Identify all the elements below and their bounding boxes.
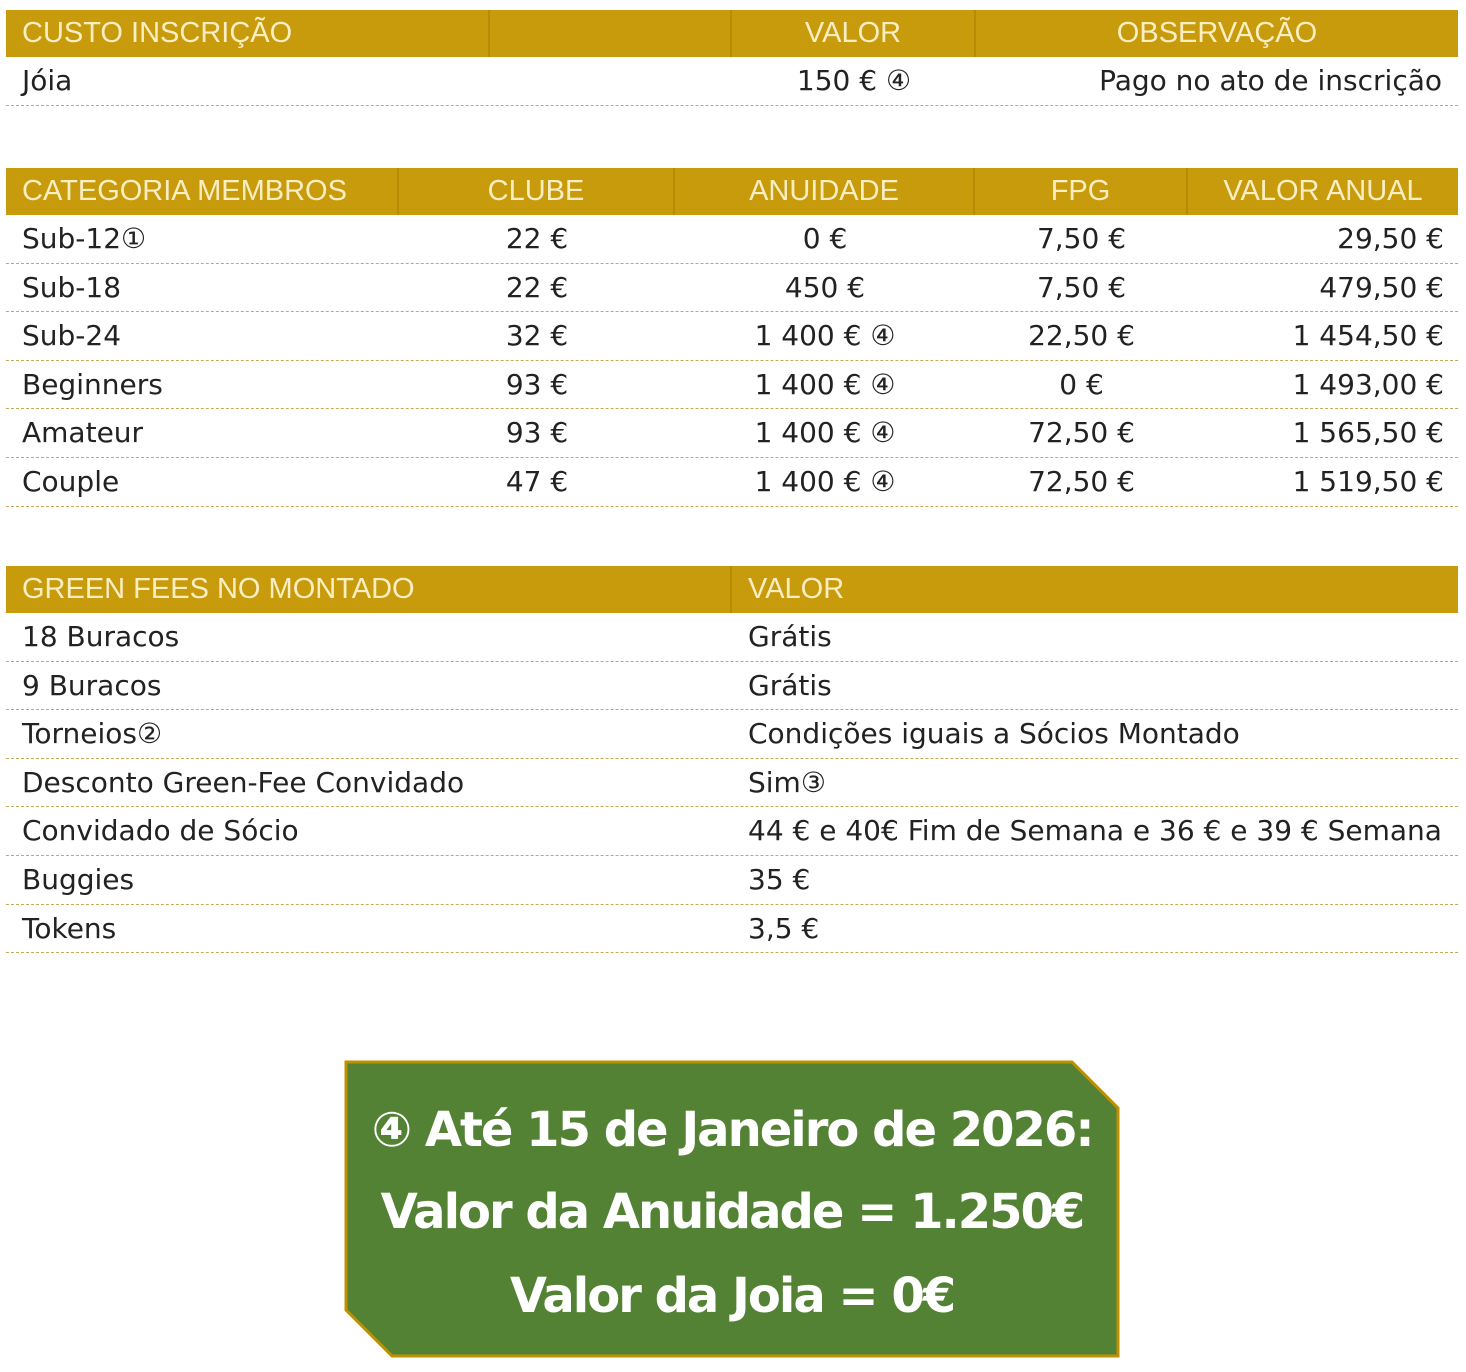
- annual-value-cell: 29,50 €: [1337, 222, 1444, 255]
- header-cell: [490, 10, 732, 57]
- table-row: [6, 409, 1458, 458]
- table-row: [6, 215, 1458, 264]
- table-row: [6, 710, 1458, 759]
- header-cell: GREEN FEES NO MONTADO: [6, 566, 732, 613]
- club-cell: 93 €: [505, 367, 569, 401]
- club-cell: 22 €: [505, 270, 569, 304]
- annual-value-cell: 1 493,00 €: [1292, 367, 1444, 401]
- table-row: [6, 361, 1458, 410]
- fee-value-cell: Grátis: [748, 620, 832, 653]
- fee-value-cell: Grátis: [748, 668, 832, 702]
- table-row: [6, 807, 1458, 856]
- fee-item-cell: 9 Buracos: [22, 668, 162, 702]
- fee-value-cell: 35 €: [748, 862, 811, 896]
- category-cell: Sub-18: [22, 270, 122, 304]
- header-cell: CLUBE: [399, 168, 675, 215]
- category-cell: Beginners: [22, 367, 163, 401]
- table-row: [6, 458, 1458, 507]
- fpg-cell: 0 €: [1059, 367, 1104, 401]
- fee-value-cell: 3,5 €: [748, 911, 820, 945]
- table-row: [6, 662, 1458, 711]
- fpg-cell: 72,50 €: [1028, 416, 1135, 450]
- annual-value-cell: 479,50 €: [1319, 270, 1444, 304]
- table-header: [6, 10, 1458, 57]
- table-row: [6, 264, 1458, 313]
- table-row: [6, 759, 1458, 808]
- annual-value-cell: 1 454,50 €: [1292, 319, 1444, 353]
- annual-value-cell: 1 519,50 €: [1292, 464, 1444, 498]
- table-row: [6, 312, 1458, 361]
- header-cell: VALOR: [748, 573, 845, 605]
- club-cell: 93 €: [505, 416, 569, 450]
- member-categories-table: [6, 168, 1458, 507]
- green-fees-table: [6, 566, 1458, 953]
- fee-item-cell: Torneios②: [22, 717, 163, 751]
- callout-deadline: ④ Até 15 de Janeiro de 2026:: [371, 1102, 1093, 1158]
- item-cell: Jóia: [22, 64, 73, 97]
- club-cell: 47 €: [505, 464, 569, 498]
- empty-cell: [490, 57, 732, 105]
- category-cell: Couple: [22, 464, 120, 498]
- fpg-cell: 7,50 €: [1036, 222, 1127, 255]
- category-cell: Sub-12①: [22, 222, 147, 255]
- table-row: [6, 905, 1458, 954]
- fpg-cell: 22,50 €: [1028, 319, 1135, 353]
- callout-annuity: Valor da Anuidade = 1.250€: [380, 1184, 1084, 1240]
- header-cell: OBSERVAÇÃO: [1116, 17, 1318, 49]
- annuity-cell: 1 400 € ④: [754, 464, 896, 498]
- callout-joia: Valor da Joia = 0€: [509, 1268, 955, 1324]
- table-header: [6, 168, 1458, 215]
- category-cell: Sub-24: [22, 319, 122, 353]
- club-cell: 32 €: [505, 319, 569, 353]
- fee-value-cell: Condições iguais a Sócios Montado: [748, 717, 1240, 751]
- fee-item-cell: Tokens: [22, 911, 117, 945]
- promo-callout: [344, 1060, 1120, 1358]
- fee-item-cell: 18 Buracos: [22, 620, 180, 653]
- fee-item-cell: Desconto Green-Fee Convidado: [22, 765, 465, 799]
- table-header: [6, 566, 1458, 613]
- fee-value-cell: Sim③: [748, 765, 826, 799]
- fee-item-cell: Convidado de Sócio: [22, 814, 299, 848]
- club-cell: 22 €: [505, 222, 569, 255]
- annuity-cell: 1 400 € ④: [754, 367, 896, 401]
- annual-value-cell: 1 565,50 €: [1292, 416, 1444, 450]
- category-cell: Amateur: [22, 416, 144, 450]
- value-cell: 150 € ④: [796, 64, 912, 97]
- table-row: [6, 856, 1458, 905]
- header-cell: CUSTO INSCRIÇÃO: [6, 10, 490, 57]
- header-cell: FPG: [975, 168, 1188, 215]
- inscription-cost-table: [6, 10, 1458, 106]
- header-cell: ANUIDADE: [675, 168, 975, 215]
- fee-value-cell: 44 € e 40€ Fim de Semana e 36 € e 39 € Semana: [748, 814, 1442, 848]
- annuity-cell: 1 400 € ④: [754, 416, 896, 450]
- annuity-cell: 1 400 € ④: [754, 319, 896, 353]
- observation-cell: Pago no ato de inscrição: [1099, 64, 1442, 97]
- header-cell: VALOR: [732, 10, 976, 57]
- table-row: [6, 613, 1458, 662]
- header-cell: VALOR ANUAL: [1223, 175, 1423, 207]
- fee-item-cell: Buggies: [22, 862, 135, 896]
- annuity-cell: 450 €: [784, 270, 866, 304]
- header-cell: CATEGORIA MEMBROS: [6, 168, 399, 215]
- fpg-cell: 7,50 €: [1036, 270, 1127, 304]
- table-row: [6, 57, 1458, 106]
- fpg-cell: 72,50 €: [1028, 464, 1135, 498]
- annuity-cell: 0 €: [802, 222, 848, 255]
